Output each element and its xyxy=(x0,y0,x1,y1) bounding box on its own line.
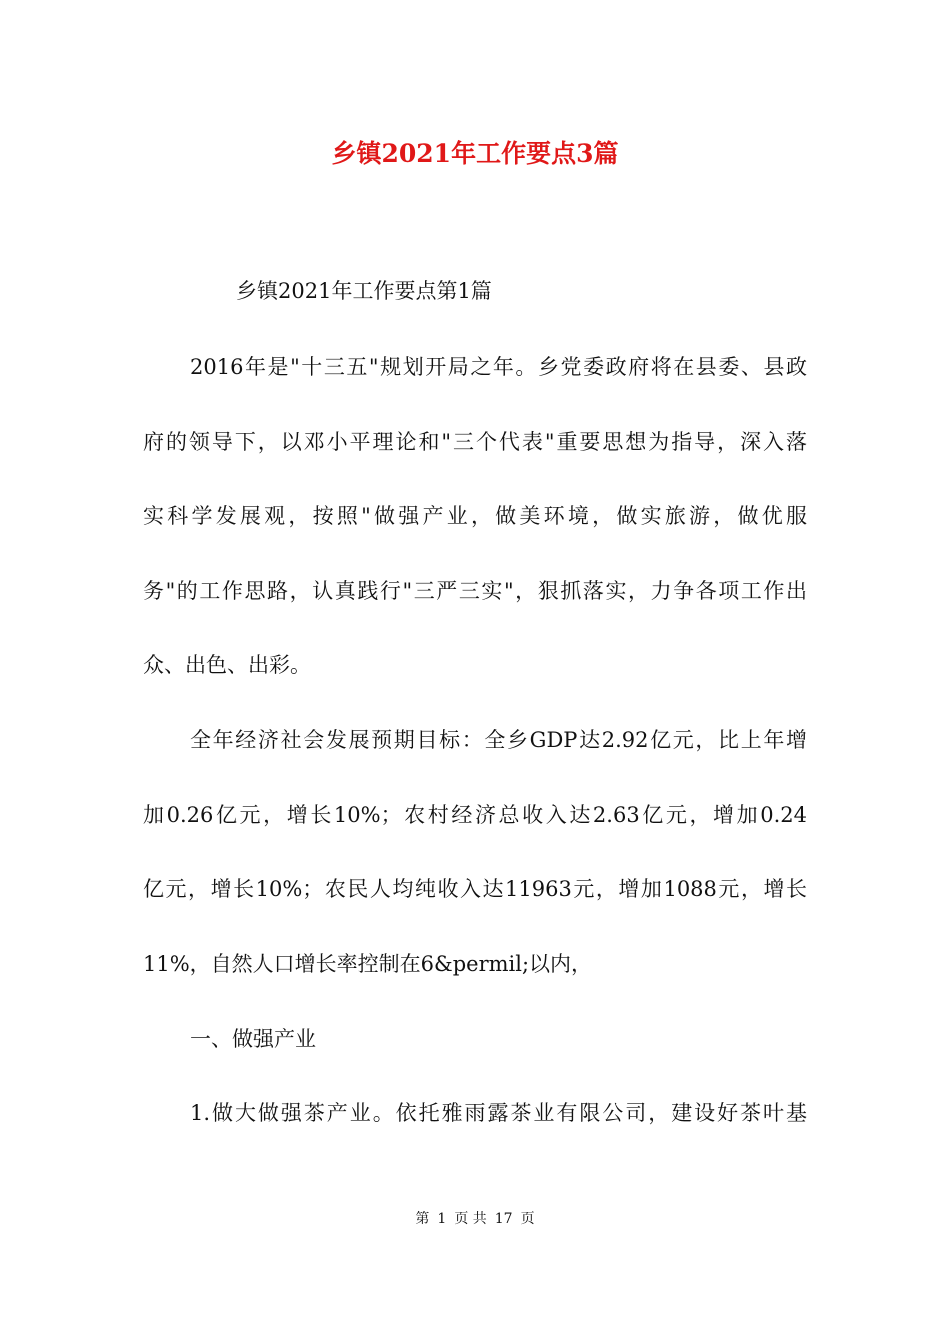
paragraph-line: 11%，自然人口增长率控制在6&permil;以内， xyxy=(143,952,593,976)
section-heading: 乡镇2021年工作要点第1篇 xyxy=(236,279,492,303)
footer-page-number: 1 xyxy=(437,1211,447,1227)
paragraph-line: 2016年是"十三五"规划开局之年。乡党委政府将在县委、县政 xyxy=(190,355,807,379)
paragraph-line: 加0.26亿元，增长10%；农村经济总收入达2.63亿元，增加0.24 xyxy=(143,803,807,827)
footer-label-page: 第 xyxy=(415,1211,430,1227)
footer-label-of: 页 共 xyxy=(454,1211,487,1227)
paragraph-line: 亿元，增长10%；农民人均纯收入达11963元，增加1088元，增长 xyxy=(143,877,807,901)
page-footer xyxy=(0,1209,950,1229)
paragraph-line: 府的领导下，以邓小平理论和"三个代表"重要思想为指导，深入落 xyxy=(143,430,807,454)
paragraph-line: 众、出色、出彩。 xyxy=(143,653,311,677)
paragraph-line: 1.做大做强茶产业。依托雅雨露茶业有限公司，建设好茶叶基 xyxy=(190,1101,807,1125)
section-heading: 一、做强产业 xyxy=(190,1027,316,1051)
footer-total-pages: 17 xyxy=(494,1211,513,1227)
paragraph-line: 实科学发展观，按照"做强产业，做美环境，做实旅游，做优服 xyxy=(143,504,807,528)
paragraph-line: 务"的工作思路，认真践行"三严三实"，狠抓落实，力争各项工作出 xyxy=(143,579,807,603)
footer-label-pages: 页 xyxy=(520,1211,535,1227)
page-title: 乡镇2021年工作要点3篇 xyxy=(331,139,619,168)
paragraph-line: 全年经济社会发展预期目标：全乡GDP达2.92亿元，比上年增 xyxy=(190,728,807,752)
